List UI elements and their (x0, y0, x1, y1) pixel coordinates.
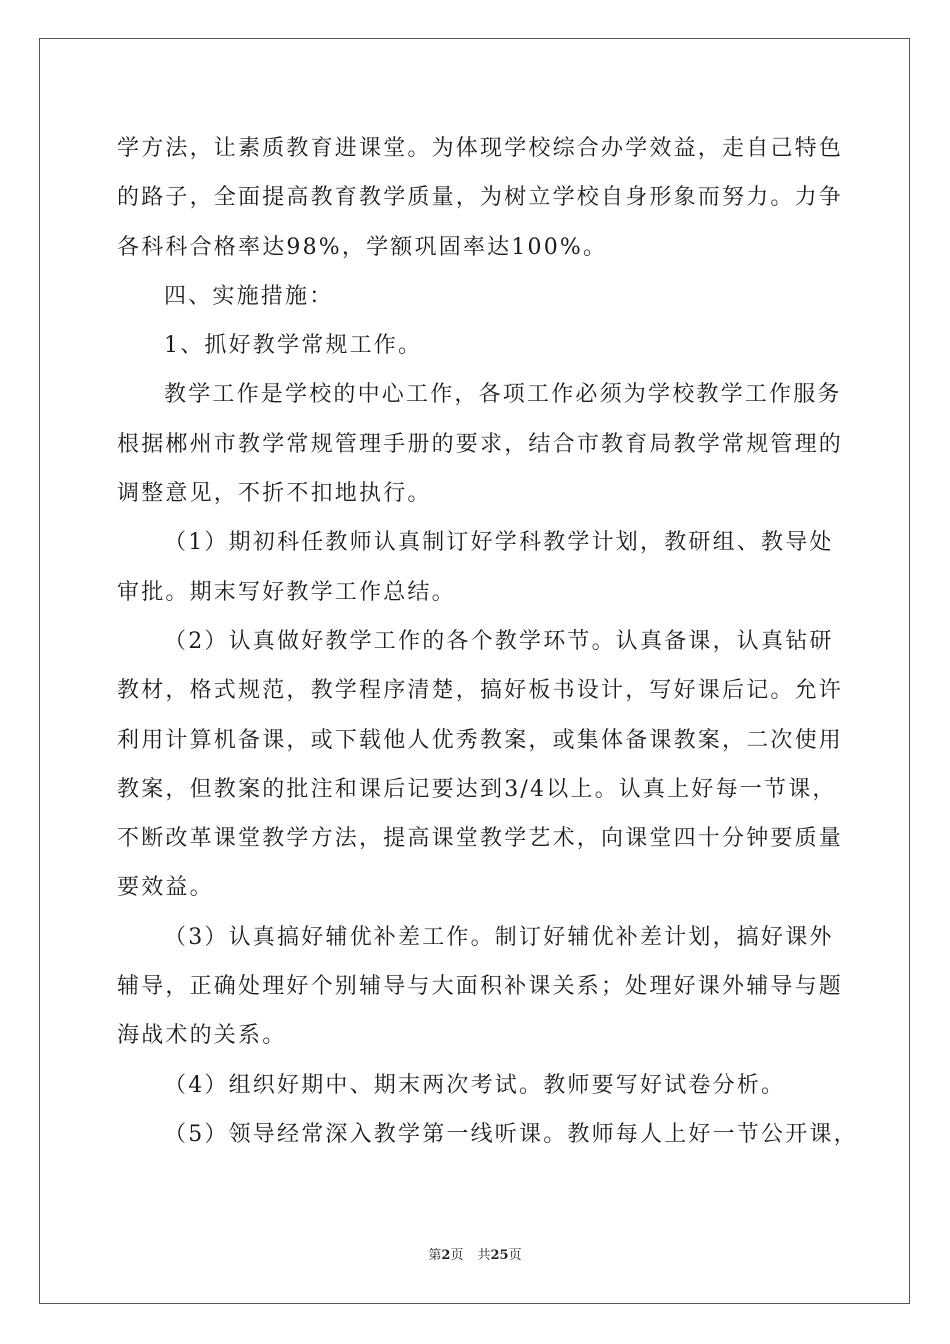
list-item-5: （5）领导经常深入教学第一线听课。教师每人上好一节公开课， (164, 1121, 858, 1147)
page-prefix: 第 (428, 1248, 442, 1263)
list-item-4: （4）组织好期中、期末两次考试。教师要写好试卷分析。 (164, 1072, 786, 1098)
text-line: 利用计算机备课，或下载他人优秀教案，或集体备课教案，二次使用 (117, 727, 844, 753)
page-suffix: 页 (450, 1248, 464, 1263)
text-line: 调整意见，不折不扣地执行。 (117, 481, 432, 507)
text-line: 教材，格式规范，教学程序清楚，搞好板书设计，写好课后记。允许 (117, 678, 844, 704)
total-pages: 25 (490, 1248, 509, 1263)
list-item-2: （2）认真做好教学工作的各个教学环节。认真备课，认真钻研 (164, 628, 834, 654)
text-line: 教学工作是学校的中心工作，各项工作必须为学校教学工作服务 (164, 382, 842, 408)
text-line: 根据郴州市教学常规管理手册的要求，结合市教育局教学常规管理的 (117, 431, 844, 457)
text-line: 不断改革课堂教学方法，提高课堂教学艺术，向课堂四十分钟要质量 (117, 826, 844, 852)
section-heading: 四、实施措施： (164, 283, 334, 309)
list-item-3: （3）认真搞好辅优补差工作。制订好辅优补差计划，搞好课外 (164, 924, 834, 950)
text-line: 辅导，正确处理好个别辅导与大面积补课关系；处理好课外辅导与题 (117, 974, 844, 1000)
text-line: 要效益。 (117, 875, 214, 901)
list-item-1: （1）期初科任教师认真制订好学科教学计划，教研组、教导处 (164, 530, 834, 556)
total-suffix: 页 (508, 1248, 522, 1263)
total-prefix: 共 (477, 1248, 491, 1263)
text-line: 各科科合格率达98%，学额巩固率达100%。 (117, 234, 608, 260)
text-line: 的路子，全面提高教育教学质量，为树立学校自身形象而努力。力争 (117, 185, 844, 211)
subsection-heading: 1、抓好教学常规工作。 (164, 333, 423, 359)
text-line: 海战术的关系。 (117, 1023, 287, 1049)
text-line: 学方法，让素质教育进课堂。为体现学校综合办学效益，走自己特色 (117, 136, 844, 161)
page-number: 2 (441, 1248, 451, 1263)
document-body (117, 124, 858, 1159)
page-footer (0, 1244, 950, 1263)
text-line: 教案，但教案的批注和课后记要达到3/4以上。认真上好每一节课， (117, 776, 837, 802)
text-line: 审批。期末写好教学工作总结。 (117, 579, 456, 605)
